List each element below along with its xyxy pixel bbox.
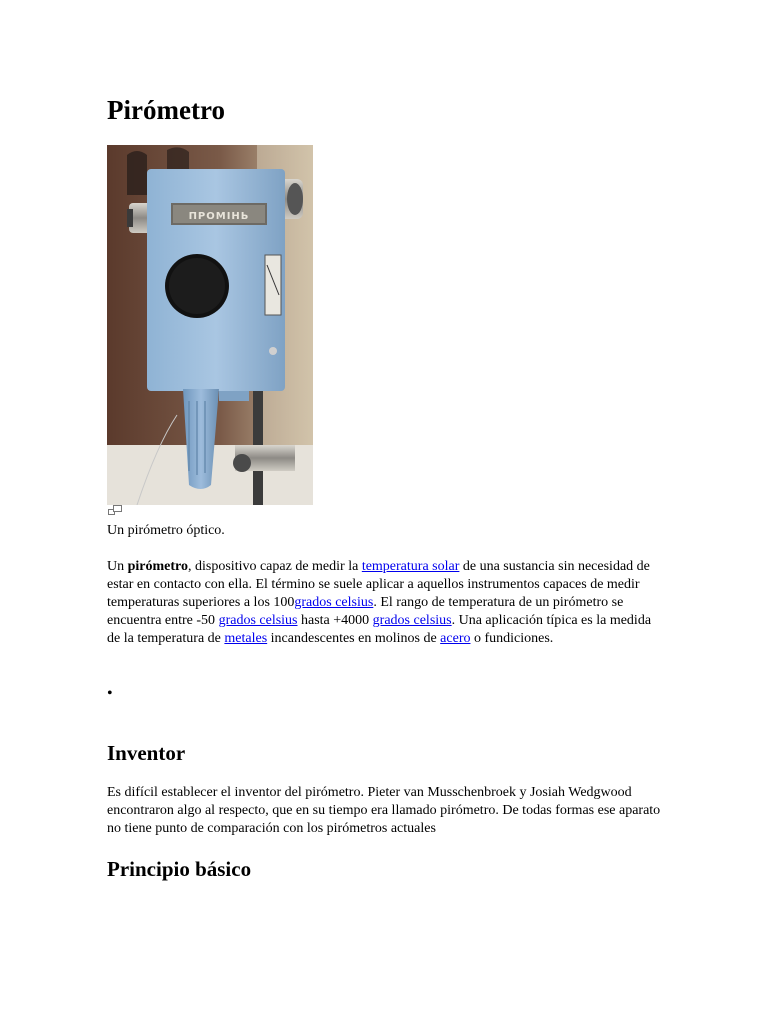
inventor-paragraph: Es difícil establecer el inventor del pirómetro. Pieter van Musschenbroek y Josiah Wedgwood encontraron algo al respecto, que en su tiempo era llamado pirómetro. De todas formas ese aparato no tiene punto de comparación con los pirómetros actuales <box>107 785 661 836</box>
link-acero[interactable]: acero <box>440 631 471 646</box>
intro-paragraph <box>107 558 667 648</box>
intro-text-2: , dispositivo capaz de medir la <box>188 559 362 574</box>
pyrometer-photo[interactable] <box>107 145 313 505</box>
enlarge-icon[interactable] <box>108 505 122 515</box>
section-heading-inventor: Inventor <box>107 741 186 765</box>
list-bullet: • <box>107 685 113 702</box>
intro-bold-term: pirómetro <box>127 559 189 574</box>
section-heading-principio: Principio básico <box>107 857 252 881</box>
page-title: Pirómetro <box>107 95 225 125</box>
intro-text-3: de una sustancia sin necesidad de estar en contacto con ella. El término se suele aplicar a aquellos instrumentos capaces de medir temperaturas superiores a los 100 <box>107 559 650 610</box>
pyrometer-illustration <box>107 145 313 505</box>
intro-text-4: . El rango de temperatura de un pirómetro se encuentra entre -50 <box>107 595 624 628</box>
intro-text-5: hasta +4000 <box>297 613 373 628</box>
intro-text-7: incandescentes en molinos de <box>267 631 441 646</box>
link-grados-celsius-1[interactable]: grados celsius <box>294 595 374 610</box>
link-metales[interactable]: metales <box>224 631 268 646</box>
link-temperatura-solar[interactable]: temperatura solar <box>361 559 460 574</box>
link-grados-celsius-3[interactable]: grados celsius <box>372 613 452 628</box>
intro-text-8: o fundiciones. <box>470 631 554 646</box>
device-label: ПРОМІНЬ <box>188 211 250 222</box>
figure-caption: Un pirómetro óptico. <box>107 523 225 538</box>
intro-text-6: . Una aplicación típica es la medida de la temperatura de <box>107 613 652 646</box>
intro-text-1: Un <box>107 559 128 574</box>
link-grados-celsius-2[interactable]: grados celsius <box>218 613 298 628</box>
